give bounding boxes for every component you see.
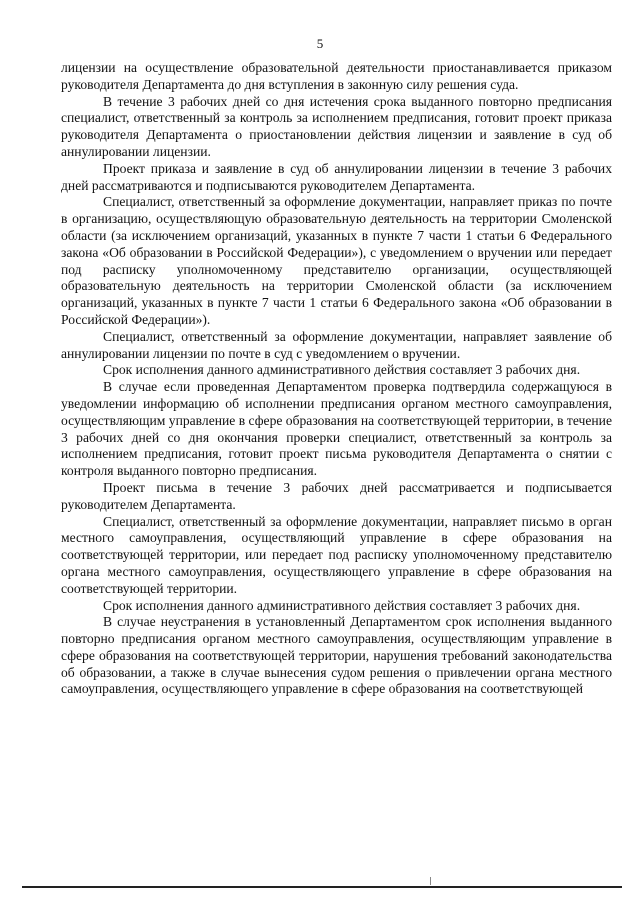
- page-number: 5: [316, 36, 324, 51]
- paragraph-11: В случае неустранения в установленный Департаментом срок исполнения выданного повторно предписания органом местного самоуправления, осуществляющим управление в сфере образования на соответствующей территории, нарушения требований законодательства об образовании, а также в случае вынесения судом решения о привлечении органа местного самоуправления, осуществляющего управление в сфере образования на соответствующей: [61, 614, 612, 697]
- paragraph-8: Проект письма в течение 3 рабочих дней рассматривается и подписывается руководителем Департамента.: [61, 479, 612, 512]
- scan-mark: [430, 877, 431, 885]
- paragraph-10: Срок исполнения данного административного действия составляет 3 рабочих дня.: [103, 597, 581, 613]
- paragraph-7: В случае если проведенная Департаментом проверка подтвердила содержащуюся в уведомлении информацию об исполнении предписания органом местного самоуправления, осуществляющим управление в сфере образования на соответствующей территории, в течение 3 рабочих дней со дня окончания проверки специалист, ответственный за контроль за исполнением предписания, готовит проект письма руководителя Департамента о снятии с контроля выданного повторно предписания.: [61, 379, 612, 479]
- paragraph-5: Специалист, ответственный за оформление документации, направляет заявление об аннулировании лицензии по почте в суд с уведомлением о вручении.: [61, 328, 612, 361]
- paragraph-6: Срок исполнения данного административного действия составляет 3 рабочих дня.: [103, 362, 581, 378]
- paragraph-1: лицензии на осуществление образовательной деятельности приостанавливается приказом руководителя Департамента до дня вступления в законную силу решения суда.: [61, 60, 612, 92]
- paragraph-9: Специалист, ответственный за оформление документации, направляет письмо в орган местного самоуправления, осуществляющий управление в сфере образования на соответствующей территории, или передает под расписку уполномоченному представителю органа местного самоуправления, осуществляющего управление в сфере образования на соответствующей территории.: [61, 513, 612, 596]
- bottom-rule: [22, 886, 622, 888]
- paragraph-2: В течение 3 рабочих дней со дня истечения срока выданного повторно предписания специалист, ответственный за контроль за исполнением предписания, готовит проект приказа руководителя Департамента о приостановлении действия лицензии и заявление в суд об аннулировании лицензии.: [61, 93, 612, 159]
- document-body: [61, 60, 612, 698]
- paragraph-3: Проект приказа и заявление в суд об аннулировании лицензии в течение 3 рабочих дней рассматриваются и подписываются руководителем Департамента.: [61, 160, 612, 193]
- paragraph-4: Специалист, ответственный за оформление документации, направляет приказ по почте в организацию, осуществляющую образовательную деятельность на территории Смоленской области (за исключением организаций, указанных в пункте 7 части 1 статьи 6 Федерального закона «Об образовании в Российской Федерации»), с уведомлением о вручении или передает под расписку уполномоченному представителю организации, осуществляющей образовательную деятельность на территории Смоленской области (за исключением организаций, указанных в пункте 7 части 1 статьи 6 Федерального закона «Об образовании в Российской Федерации»).: [61, 194, 612, 327]
